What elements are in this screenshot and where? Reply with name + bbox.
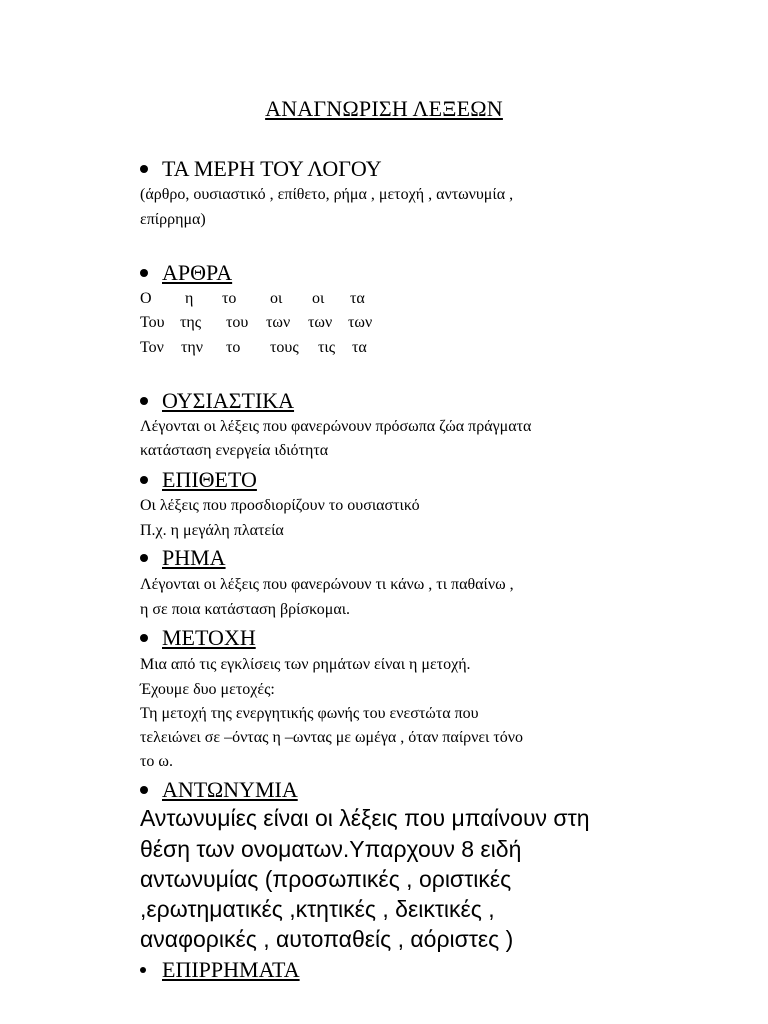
article-cell: Ο: [140, 290, 152, 307]
article-cell: Τον: [140, 339, 164, 356]
text-line: Μια από τις εγκλίσεις των ρημάτων είναι η μετοχή.: [140, 656, 471, 673]
heading-adverbs: [140, 957, 300, 983]
bullet-icon: [140, 634, 148, 642]
article-cell: του: [226, 314, 249, 331]
text-line: τελειώνει σε –όντας η –ωντας με ωμέγα , όταν παίρνει τόνο: [140, 729, 524, 746]
heading-parts-of-speech: [140, 156, 382, 182]
heading-label: ΕΠΙΡΡΗΜΑΤΑ: [162, 957, 300, 982]
article-cell: τα: [352, 339, 367, 356]
bullet-icon: [140, 967, 146, 973]
text-line: Έχουμε δυο μετοχές:: [140, 681, 275, 698]
article-cell: την: [181, 339, 204, 356]
bullet-icon: [140, 165, 148, 173]
heading-label: ΑΝΤΩΝΥΜΙΑ: [162, 777, 298, 802]
text-line: Οι λέξεις που προσδιορίζουν το ουσιαστικό: [140, 497, 420, 514]
article-cell: των: [308, 314, 333, 331]
bullet-icon: [140, 476, 148, 484]
bullet-icon: [140, 786, 148, 794]
text-line-large: Αντωνυμίες είναι οι λέξεις που μπαίνουν στη: [140, 805, 590, 831]
heading-label: ΜΕΤΟΧΗ: [162, 625, 256, 650]
article-cell: το: [222, 290, 237, 307]
heading-label: ΕΠΙΘΕΤΟ: [162, 467, 257, 492]
article-cell: τις: [318, 339, 336, 356]
article-cell: το: [226, 339, 241, 356]
bullet-icon: [140, 554, 148, 562]
text-line-large: αντωνυμίας (προσωπικές , οριστικές: [140, 866, 512, 892]
article-cell: τα: [350, 290, 365, 307]
bullet-icon: [140, 397, 148, 405]
text-line: η σε ποια κατάσταση βρίσκομαι.: [140, 601, 351, 618]
heading-label: ΡΗΜΑ: [162, 545, 226, 570]
text-line: (άρθρο, ουσιαστικό , επίθετο, ρήμα , μετοχή , αντωνυμία ,: [140, 186, 514, 203]
text-line-large: θέση των ονοματων.Υπαρχουν 8 ειδή: [140, 836, 522, 862]
heading-adjective: [140, 467, 257, 493]
article-cell: η: [185, 290, 194, 307]
heading-verb: [140, 545, 226, 571]
text-line: το ω.: [140, 753, 173, 770]
article-cell: τους: [270, 339, 299, 356]
heading-pronoun: [140, 777, 298, 803]
text-line: Λέγονται οι λέξεις που φανερώνουν πρόσωπα ζώα πράγματα: [140, 418, 532, 435]
bullet-icon: [140, 269, 148, 277]
article-cell: Του: [140, 314, 165, 331]
heading-label: ΤΑ ΜΕΡΗ ΤΟΥ ΛΟΓΟΥ: [162, 156, 382, 181]
article-cell: της: [180, 314, 202, 331]
text-line: επίρρημα): [140, 211, 206, 228]
text-line: Τη μετοχή της ενεργητικής φωνής του ενεστώτα που: [140, 705, 479, 722]
document-title: ΑΝΑΓΝΩΡΙΣΗ ΛΕΞΕΩΝ: [265, 96, 503, 121]
article-cell: των: [266, 314, 291, 331]
heading-label: ΑΡΘΡΑ: [162, 260, 233, 285]
text-line-large: αναφορικές , αυτοπαθείς , αόριστες ): [140, 926, 514, 952]
text-line: κατάσταση ενεργεία ιδιότητα: [140, 442, 329, 459]
heading-label: ΟΥΣΙΑΣΤΙΚΑ: [162, 388, 295, 413]
heading-participle: [140, 625, 256, 651]
text-line-large: ,ερωτηματικές ,κτητικές , δεικτικές ,: [140, 896, 495, 922]
article-cell: των: [348, 314, 373, 331]
heading-nouns: [140, 388, 294, 414]
heading-articles: [140, 260, 232, 286]
article-cell: οι: [312, 290, 325, 307]
text-line: Λέγονται οι λέξεις που φανερώνουν τι κάνω , τι παθαίνω ,: [140, 576, 514, 593]
article-cell: οι: [270, 290, 283, 307]
text-line: Π.χ. η μεγάλη πλατεία: [140, 522, 284, 539]
